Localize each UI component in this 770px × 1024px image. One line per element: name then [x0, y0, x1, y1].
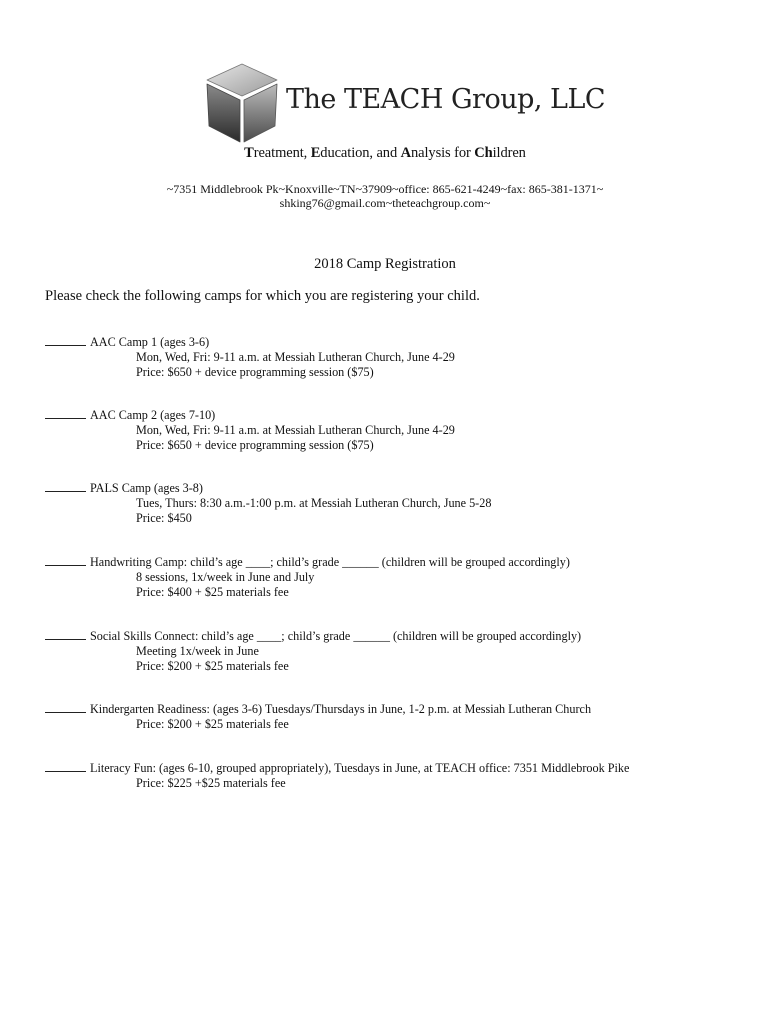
camp-price: Price: $450 — [136, 511, 192, 525]
teach-cube-logo — [203, 62, 281, 144]
tagline-initial-e: E — [310, 145, 321, 161]
camp-entry-handwriting — [45, 555, 570, 600]
camp-price: Price: $650 + device programming session ($75) — [136, 438, 374, 452]
camp-entry-aac-1 — [45, 335, 455, 380]
camp-name: Kindergarten Readiness: (ages 3-6) Tuesdays/Thursdays in June, 1-2 p.m. at Messiah Lutheran Church — [90, 702, 592, 716]
camp-entry-pals — [45, 481, 491, 526]
camp-name: AAC Camp 1 (ages 3-6) — [90, 335, 210, 349]
camp-name: Handwriting Camp: child’s age ____; child’s grade ______ (children will be grouped accordingly) — [90, 555, 570, 569]
checkbox-blank[interactable] — [45, 481, 86, 492]
camp-name: PALS Camp (ages 3-8) — [90, 481, 203, 495]
checkbox-blank[interactable] — [45, 629, 86, 640]
camp-price: Price: $225 +$25 materials fee — [136, 776, 286, 790]
camp-price: Price: $200 + $25 materials fee — [136, 659, 289, 673]
camp-schedule: Mon, Wed, Fri: 9-11 a.m. at Messiah Lutheran Church, June 4-29 — [136, 350, 455, 364]
camp-name: Social Skills Connect: child’s age ____; child’s grade ______ (children will be grouped accordingly) — [90, 629, 582, 643]
tagline-word-treatment: reatment, — [253, 145, 311, 161]
company-name: The TEACH Group, LLC — [286, 84, 606, 115]
camp-schedule: Meeting 1x/week in June — [136, 644, 259, 658]
document-title: 2018 Camp Registration — [314, 256, 456, 272]
camp-entry-literacy — [45, 761, 629, 791]
tagline-word-children: ildren — [492, 145, 526, 161]
instruction-text: Please check the following camps for which you are registering your child. — [45, 288, 480, 304]
camp-schedule: 8 sessions, 1x/week in June and July — [136, 570, 315, 584]
checkbox-blank[interactable] — [45, 761, 86, 772]
camp-schedule: Tues, Thurs: 8:30 a.m.-1:00 p.m. at Messiah Lutheran Church, June 5-28 — [136, 496, 492, 510]
camp-entry-social-skills — [45, 629, 581, 674]
tagline-word-analysis: nalysis for — [411, 145, 475, 161]
camp-price: Price: $650 + device programming session ($75) — [136, 365, 374, 379]
camp-entry-aac-2 — [45, 408, 455, 453]
tagline-initial-a: A — [400, 145, 412, 161]
tagline — [0, 145, 770, 162]
checkbox-blank[interactable] — [45, 555, 86, 566]
tagline-word-education: ducation, and — [320, 145, 401, 161]
address-line: ~7351 Middlebrook Pk~Knoxville~TN~37909~office: 865-621-4249~fax: 865-381-1371~ — [166, 182, 604, 196]
checkbox-blank[interactable] — [45, 335, 86, 346]
camp-name: Literacy Fun: (ages 6-10, grouped appropriately), Tuesdays in June, at TEACH office: 7351 Middlebrook Pike — [90, 761, 630, 775]
tagline-initial-t: T — [244, 145, 254, 161]
camp-price: Price: $400 + $25 materials fee — [136, 585, 289, 599]
camp-entry-kindergarten — [45, 702, 591, 732]
checkbox-blank[interactable] — [45, 408, 86, 419]
tagline-initial-ch: Ch — [474, 145, 493, 161]
contact-line: shking76@gmail.com~theteachgroup.com~ — [279, 196, 491, 210]
camp-name: AAC Camp 2 (ages 7-10) — [90, 408, 216, 422]
camp-schedule: Mon, Wed, Fri: 9-11 a.m. at Messiah Lutheran Church, June 4-29 — [136, 423, 455, 437]
checkbox-blank[interactable] — [45, 702, 86, 713]
camp-price: Price: $200 + $25 materials fee — [136, 717, 289, 731]
